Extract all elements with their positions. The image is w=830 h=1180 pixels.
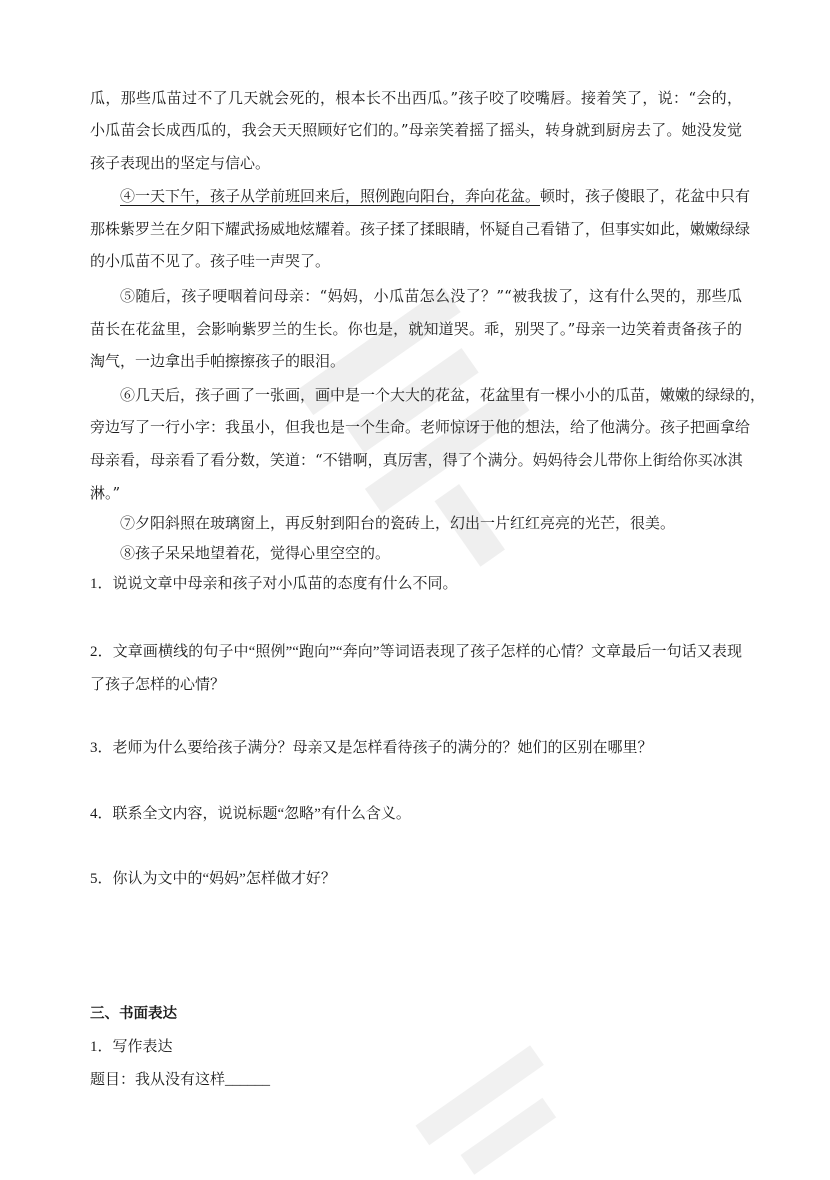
passage-line: 苗长在花盆里，会影响紫罗兰的生长。你也是，就知道哭。乖，别哭了。”母亲一边笑着责备孩子的 [90,320,742,338]
question-2: 2．文章画横线的句子中“照例”“跑向”“奔向”等词语表现了孩子怎样的心情？文章最后一句话又表现 [90,644,742,660]
passage-line: ⑤随后，孩子哽咽着问母亲：“妈妈，小瓜苗怎么没了？”“被我拔了，这有什么哭的，那些瓜 [120,287,742,305]
passage-line: 旁边写了一行小字：我虽小，但我也是一个生命。老师惊讶于他的想法，给了他满分。孩子把画拿给 [90,418,751,436]
passage-line: 淋。” [90,484,121,502]
passage-line: 孩子表现出的坚定与信心。 [90,154,271,172]
question-5: 5．你认为文中的“妈妈”怎样做才好？ [90,871,336,887]
underlined-sentence: ④一天下午，孩子从学前班回来后，照例跑向阳台，奔向花盆。 [120,187,541,205]
section-heading: 三、书面表达 [90,1006,177,1022]
writing-item: 1．写作表达 [90,1039,173,1055]
passage-line: 瓜，那些瓜苗过不了几天就会死的，根本长不出西瓜。”孩子咬了咬嘴唇。接着笑了，说：“会的， [90,89,742,107]
paragraph-4-first-line [120,186,751,206]
passage-line: 淘气，一边拿出手帕擦擦孩子的眼泪。 [90,352,346,370]
passage-line: 母亲看，母亲看了看分数，笑道：“不错啊，真厉害，得了个满分。妈妈待会儿带你上街给你买冰淇 [90,451,743,469]
passage-line: ⑥几天后，孩子画了一张画，画中是一个大大的花盆，花盆里有一棵小小的瓜苗，嫩嫩的绿绿的， [120,386,766,404]
watermark [390,1040,590,1180]
question-2-cont: 了孩子怎样的心情？ [90,677,226,693]
question-1: 1．说说文章中母亲和孩子对小瓜苗的态度有什么不同。 [90,576,458,592]
passage-line: ⑦夕阳斜照在玻璃窗上，再反射到阳台的瓷砖上，幻出一片红红亮亮的光芒，很美。 [120,514,676,532]
question-3: 3．老师为什么要给孩子满分？母亲又是怎样看待孩子的满分的？她们的区别在哪里？ [90,740,653,756]
passage-line: ⑧孩子呆呆地望着花，觉得心里空空的。 [120,544,391,562]
passage-line: 的小瓜苗不见了。孩子哇一声哭了。 [90,252,331,270]
passage-line: 小瓜苗会长成西瓜的，我会天天照顾好它们的。”母亲笑着摇了摇头，转身就到厨房去了。她没发觉 [90,121,742,139]
passage-line: 那株紫罗兰在夕阳下耀武扬威地炫耀着。孩子揉了揉眼睛，怀疑自己看错了，但事实如此，嫩嫩绿绿 [90,220,751,238]
passage-text: 顿时，孩子傻眼了，花盆中只有 [540,187,751,205]
question-4: 4．联系全文内容，说说标题“忽略”有什么含义。 [90,806,411,822]
writing-prompt: 题目：我从没有这样______ [90,1072,271,1088]
